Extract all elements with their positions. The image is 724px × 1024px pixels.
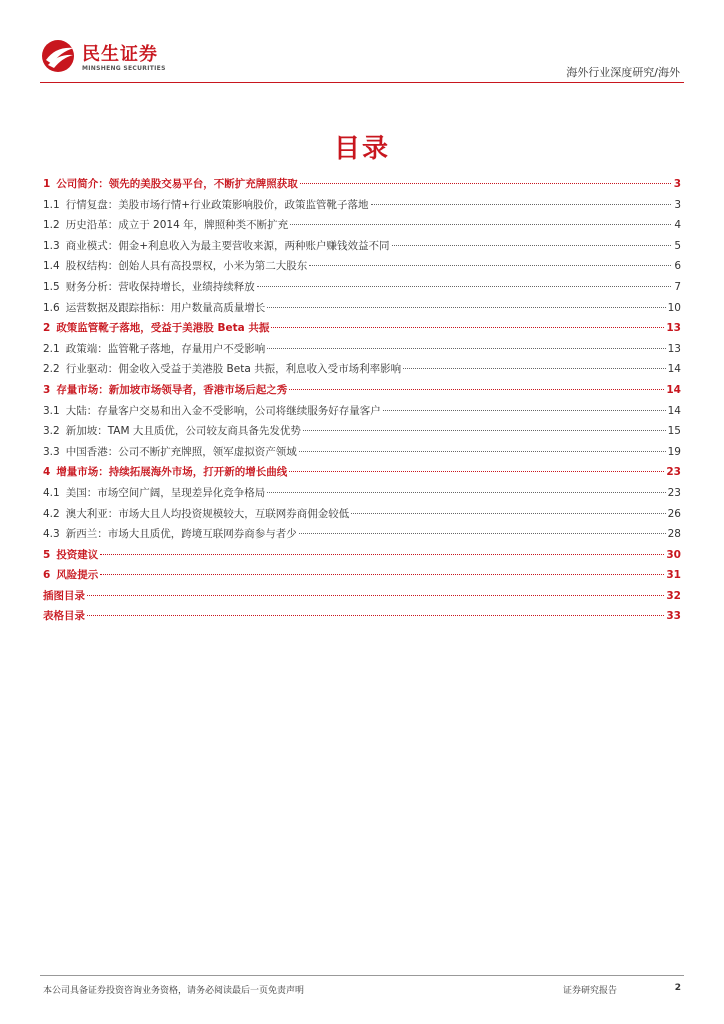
- toc-dot-leader: [271, 327, 664, 328]
- toc-entry-text: 增量市场：持续拓展海外市场，打开新的增长曲线: [56, 466, 288, 479]
- toc-entry-text: 新加坡：TAM 大且质优，公司较友商具备先发优势: [65, 425, 301, 438]
- toc-dot-leader: [87, 615, 664, 616]
- toc-dot-leader: [100, 554, 664, 555]
- toc-entry[interactable]: [43, 359, 681, 380]
- toc-entry-text: 投资建议: [56, 548, 99, 561]
- footer-page-number: 2: [674, 983, 681, 993]
- toc-dot-leader: [267, 492, 665, 493]
- toc-entry-number: 1: [43, 178, 51, 190]
- footer-disclaimer: 本公司具备证券投资咨询业务资格，请务必阅读最后一页免责声明: [43, 986, 305, 996]
- toc-dot-leader: [403, 368, 666, 369]
- toc-entry-page: 23: [667, 486, 681, 499]
- toc-entry-text: 运营数据及跟踪指标：用户数量高质量增长: [65, 301, 266, 314]
- toc-dot-leader: [289, 471, 664, 472]
- toc-entry[interactable]: [43, 586, 681, 607]
- toc-entry[interactable]: [43, 524, 681, 545]
- toc-entry-page: 13: [666, 322, 681, 335]
- toc-entry-page: 7: [674, 280, 681, 293]
- toc-entry[interactable]: [43, 483, 681, 504]
- toc-entry-number: 2.1: [43, 342, 60, 355]
- toc-entry-text: 商业模式：佣金+利息收入为最主要营收来源，两种账户赚钱效益不同: [65, 239, 390, 252]
- toc-entry-text: 新西兰：市场大且质优，跨境互联网券商参与者少: [65, 528, 297, 541]
- toc-dot-leader: [371, 204, 672, 205]
- toc-entry-number: 1.4: [43, 260, 60, 273]
- logo-english-name: MINSHENG SECURITIES: [82, 65, 166, 72]
- toc-dot-leader: [100, 574, 664, 575]
- toc-entry-number: 1.6: [43, 301, 60, 314]
- toc-entry-text: 大陆：存量客户交易和出入金不受影响，公司将继续服务好存量客户: [65, 404, 381, 417]
- toc-entry-page: 30: [666, 548, 681, 561]
- toc-entry-page: 10: [667, 301, 681, 314]
- toc-entry-text: 政策监管靴子落地，受益于美港股 Beta 共振: [56, 322, 270, 335]
- toc-entry[interactable]: [43, 504, 681, 525]
- toc-entry-number: 1.2: [43, 219, 60, 232]
- toc-entry[interactable]: [43, 298, 681, 319]
- toc-entry-page: 28: [667, 528, 681, 541]
- toc-entry-text: 存量市场：新加坡市场领导者，香港市场后起之秀: [56, 383, 288, 396]
- toc-entry[interactable]: [43, 442, 681, 463]
- toc-entry[interactable]: [43, 277, 681, 298]
- toc-entry-number: 3.3: [43, 445, 60, 458]
- toc-entry-text: 美国：市场空间广阔，呈现差异化竞争格局: [65, 486, 266, 499]
- toc-entry-number: 3.1: [43, 404, 60, 417]
- toc-entry-page: 26: [667, 507, 681, 520]
- report-type-label: 海外行业深度研究/海外: [566, 66, 680, 79]
- toc-entry[interactable]: [43, 606, 681, 627]
- toc-entry-page: 15: [667, 425, 681, 438]
- toc-entry-page: 33: [666, 610, 681, 623]
- toc-entry-page: 5: [674, 239, 681, 252]
- toc-entry-text: 澳大利亚：市场大且人均投资规模较大，互联网券商佣金较低: [65, 507, 350, 520]
- minsheng-logo-icon: [40, 38, 78, 74]
- table-of-contents: [43, 174, 681, 627]
- toc-entry-number: 4.1: [43, 486, 60, 499]
- toc-entry[interactable]: [43, 318, 681, 339]
- toc-entry[interactable]: [43, 565, 681, 586]
- toc-entry[interactable]: [43, 545, 681, 566]
- footer-divider: [40, 975, 684, 976]
- toc-dot-leader: [309, 265, 671, 266]
- toc-entry-text: 财务分析：营收保持增长，业绩持续释放: [65, 280, 255, 293]
- toc-entry-number: 6: [43, 569, 51, 582]
- toc-dot-leader: [351, 513, 665, 514]
- toc-entry[interactable]: [43, 339, 681, 360]
- toc-entry-number: 3: [43, 383, 51, 396]
- toc-dot-leader: [257, 286, 671, 287]
- toc-entry[interactable]: [43, 380, 681, 401]
- toc-entry-number: 1.1: [43, 198, 60, 211]
- toc-dot-leader: [303, 430, 666, 431]
- page-header: [0, 0, 724, 90]
- toc-dot-leader: [392, 245, 672, 246]
- toc-entry[interactable]: [43, 215, 681, 236]
- toc-entry-text: 行情复盘：美股市场行情+行业政策影响股价，政策监管靴子落地: [65, 198, 369, 211]
- logo-chinese-name: 民生证券: [82, 44, 158, 65]
- toc-entry-page: 13: [667, 342, 681, 355]
- toc-entry-page: 3: [674, 198, 681, 211]
- toc-entry-text: 公司简介：领先的美股交易平台，不断扩充牌照获取: [56, 178, 298, 190]
- toc-entry-page: 32: [666, 589, 681, 602]
- toc-entry-page: 19: [667, 445, 681, 458]
- toc-entry-number: 2: [43, 322, 51, 335]
- toc-entry-text: 股权结构：创始人具有高投票权，小米为第二大股东: [65, 260, 308, 273]
- toc-entry-number: 4.2: [43, 507, 60, 520]
- toc-dot-leader: [290, 224, 671, 225]
- toc-entry-number: 2.2: [43, 363, 60, 376]
- toc-entry-page: 14: [666, 383, 681, 396]
- footer-report-label: 证券研究报告: [563, 986, 618, 996]
- toc-entry-text: 行业驱动：佣金收入受益于美港股 Beta 共振，利息收入受市场利率影响: [65, 363, 402, 376]
- toc-entry[interactable]: [43, 195, 681, 216]
- toc-entry-number: 4.3: [43, 528, 60, 541]
- toc-entry-page: 14: [667, 404, 681, 417]
- toc-dot-leader: [87, 595, 664, 596]
- company-logo: [40, 38, 180, 78]
- toc-entry-text: 历史沿革：成立于 2014 年，牌照种类不断扩充: [65, 219, 289, 232]
- toc-entry[interactable]: [43, 421, 681, 442]
- toc-entry-page: 23: [666, 466, 681, 479]
- toc-dot-leader: [267, 348, 665, 349]
- toc-entry-text: 表格目录: [43, 610, 85, 623]
- toc-entry[interactable]: [43, 462, 681, 483]
- toc-dot-leader: [267, 307, 665, 308]
- header-divider: [40, 82, 684, 83]
- toc-entry-number: 3.2: [43, 425, 60, 438]
- toc-entry-page: 3: [673, 178, 681, 190]
- toc-entry-page: 4: [674, 219, 681, 232]
- toc-dot-leader: [300, 183, 671, 184]
- toc-entry[interactable]: [43, 401, 681, 422]
- toc-entry[interactable]: [43, 174, 681, 195]
- page-title: 目录: [333, 134, 390, 164]
- toc-entry-page: 14: [667, 363, 681, 376]
- toc-entry-page: 6: [674, 260, 681, 273]
- toc-entry-number: 4: [43, 466, 51, 479]
- toc-dot-leader: [383, 410, 666, 411]
- toc-entry-number: 1.5: [43, 280, 60, 293]
- toc-dot-leader: [299, 533, 666, 534]
- toc-entry-text: 中国香港：公司不断扩充牌照，领军虚拟资产领域: [65, 445, 297, 458]
- toc-entry-text: 插图目录: [43, 589, 85, 602]
- toc-entry-text: 政策端：监管靴子落地，存量用户不受影响: [65, 342, 266, 355]
- toc-entry[interactable]: [43, 256, 681, 277]
- toc-dot-leader: [289, 389, 664, 390]
- toc-entry-text: 风险提示: [56, 569, 99, 582]
- toc-dot-leader: [299, 451, 666, 452]
- toc-entry-number: 5: [43, 548, 51, 561]
- toc-entry-page: 31: [666, 569, 681, 582]
- toc-entry-number: 1.3: [43, 239, 60, 252]
- toc-entry[interactable]: [43, 236, 681, 257]
